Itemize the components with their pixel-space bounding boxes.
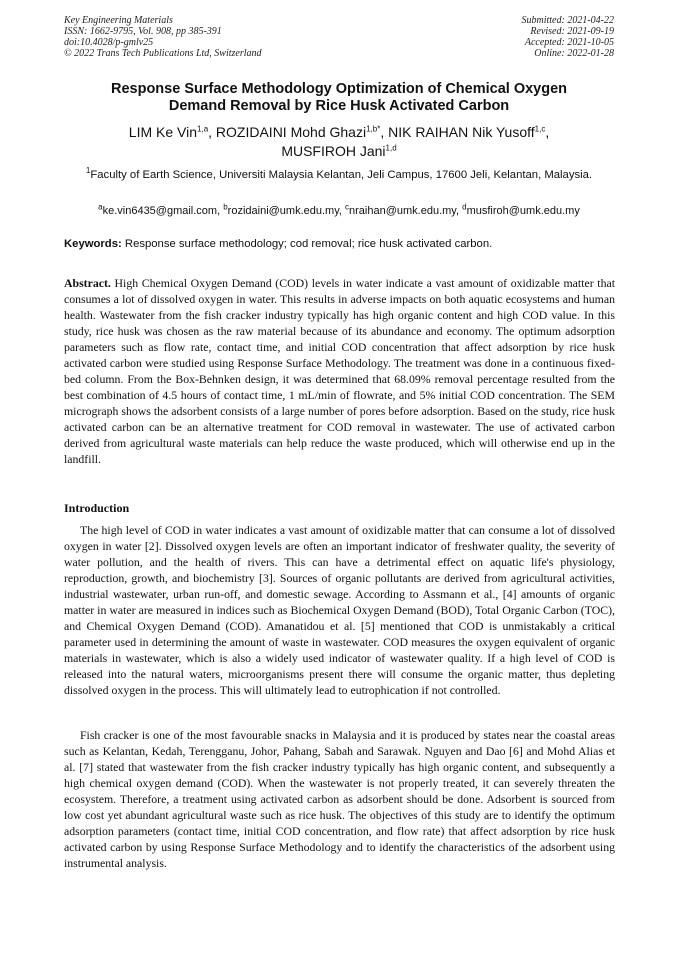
- affiliation: [80, 167, 598, 183]
- introduction-paragraph-1: The high level of COD in water indicates a vast amount of oxidizable matter that can consume a lot of dissolved oxygen in water [2]. Dissolved oxygen levels are often an important indicator of freshwater quality, the severity of water pollution, and the health of rivers. This can have a detrimental effect on aquatic life's physiology, reproduction, growth, and biochemistry [3]. Sources of organic pollutants are derived from agricultural activities, industrial wastewater, urban run-off, and domestic sewage. According to Assmann et al., [4] amounts of organic matter in water are measured in indices such as Biochemical Oxygen Demand (BOD), Total Organic Carbon (TOC), and Chemical Oxygen Demand (COD). Amanatidou et al. [5] mentioned that COD is unmistakably a critical parameter used in determining the amount of waste in wastewater. COD measures the oxygen equivalent of organic materials in wastewater, which is also a widely used indicator of wastewater quality. If a high level of COD is released into the natural waters, microorganisms present there will consume the organic matter, thus depleting dissolved oxygen in the process. This will ultimately lead to eutrophication if not controlled.: [64, 523, 615, 697]
- journal-copyright: © 2022 Trans Tech Publications Ltd, Switzerland: [64, 48, 262, 59]
- author-name: NIK RAIHAN Nik Yusoff: [388, 124, 535, 140]
- author-superscript: 1,c: [534, 124, 546, 134]
- journal-info: [64, 15, 262, 59]
- online-date: Online: 2022-01-28: [534, 48, 614, 59]
- introduction-paragraph-2: Fish cracker is one of the most favourable snacks in Malaysia and it is produced by states near the coastal areas such as Kelantan, Kedah, Terengganu, Johor, Pahang, Sabah and Sarawak. Nguyen and Dao [6] and Mohd Alias et al. [7] stated that wastewater from the fish cracker industry typically has high organic content, and subsequently a high chemical oxygen demand (COD). When the wastewater is not properly treated, it can severely threaten the ecosystem. Therefore, a treatment using activated carbon as adsorbent should be done. Adsorbent is sourced from low cost yet abundant agricultural waste such as rice husk. The objectives of this study are to identify the optimum adsorption parameters (contact time, initial COD concentration, and flow rate) that affect adsorption by rice husk activated carbon by using Response Surface Methodology and to identify the characteristics of the adsorbent using instrumental analysis.: [64, 728, 615, 870]
- revised-date: Revised: 2021-09-19: [530, 26, 614, 37]
- accepted-date: Accepted: 2021-10-05: [524, 37, 614, 48]
- submitted-date: Submitted: 2021-04-22: [521, 15, 614, 26]
- author-name: MUSFIROH Jani: [281, 143, 386, 159]
- email-address[interactable]: nraihan@umk.edu.my: [349, 205, 456, 217]
- affiliation-superscript: 1: [85, 166, 91, 176]
- journal-name: Key Engineering Materials: [64, 15, 173, 26]
- journal-doi: doi:10.4028/p-gmlv25: [64, 37, 154, 48]
- journal-issn: ISSN: 1662-9795, Vol. 908, pp 385-391: [64, 26, 222, 37]
- abstract-text: High Chemical Oxygen Demand (COD) levels in water indicate a vast amount of oxidizable matter that consumes a lot of dissolved oxygen in water. This results in adverse impacts on both aquatic ecosystems and human health. Wastewater from the fish cracker industry typically has high organic content and high COD value. In this study, rice husk was chosen as the raw material because of its abundance and economy. The optimum adsorption parameters such as flow rate, contact time, and initial COD concentration that affect adsorption by rice husk activated carbon were studied using Response Surface Methodology. The treatment was done in a continuous fixed-bed column. From the Box-Behnken design, it was determined that 68.09% removal percentage resulted from the best combination of 4.5 hours of contact time, 1 mL/min of flowrate, and 5% initial COD concentration. The SEM micrograph shows the adsorbent consists of a large number of pores before adsorption. Based on the study, rice husk activated carbon can be an alternative treatment for COD removal in wastewater. The use of activated carbon derived from agricultural waste materials can help reduce the waste produced, which will otherwise end up in the landfill.: [64, 276, 615, 466]
- author-name: LIM Ke Vin: [128, 124, 198, 140]
- email-superscript: b: [223, 202, 228, 212]
- email-superscript: c: [345, 202, 350, 212]
- section-heading-introduction: Introduction: [64, 501, 130, 515]
- author-superscript: 1,d: [385, 143, 397, 153]
- email-address[interactable]: rozidaini@umk.edu.my: [227, 205, 339, 217]
- keywords: [64, 237, 614, 251]
- author-superscript: 1,a: [197, 124, 209, 134]
- email-superscript: d: [462, 202, 467, 212]
- author-superscript: 1,b*: [366, 124, 381, 134]
- submission-dates: [522, 15, 615, 59]
- affiliation-text: Faculty of Earth Science, Universiti Malaysia Kelantan, Jeli Campus, 17600 Jeli, Kelantan, Malaysia.: [90, 169, 593, 181]
- paper-title: [64, 81, 614, 115]
- author-list: LIM Ke Vin$^{1,a}$, ROZIDAINI Mohd Ghazi$^{1,b*}$, NIK RAIHAN Nik Yusoff$^{1,c}$, MUSFIROH Jani$^{1,d}$: [128, 124, 550, 159]
- author-name: ROZIDAINI Mohd Ghazi: [215, 124, 367, 140]
- email-address[interactable]: ke.vin6435@gmail.com: [102, 205, 218, 217]
- keywords-label: Keywords:: [64, 238, 122, 250]
- author-emails: $^a$ke.vin6435@gmail.com, $^b$rozidaini@umk.edu.my, $^c$nraihan@umk.edu.my, $^d$musfiroh@umk.edu.my: [98, 202, 580, 217]
- title-line-1: Response Surface Methodology Optimization of Chemical Oxygen: [110, 81, 567, 97]
- email-address[interactable]: musfiroh@umk.edu.my: [466, 205, 580, 217]
- abstract-label: Abstract.: [64, 276, 111, 290]
- keywords-text: Response surface methodology; cod removal; rice husk activated carbon.: [121, 238, 493, 250]
- title-line-2: Demand Removal by Rice Husk Activated Carbon: [168, 98, 510, 114]
- abstract: [64, 275, 615, 467]
- email-superscript: a: [98, 202, 103, 212]
